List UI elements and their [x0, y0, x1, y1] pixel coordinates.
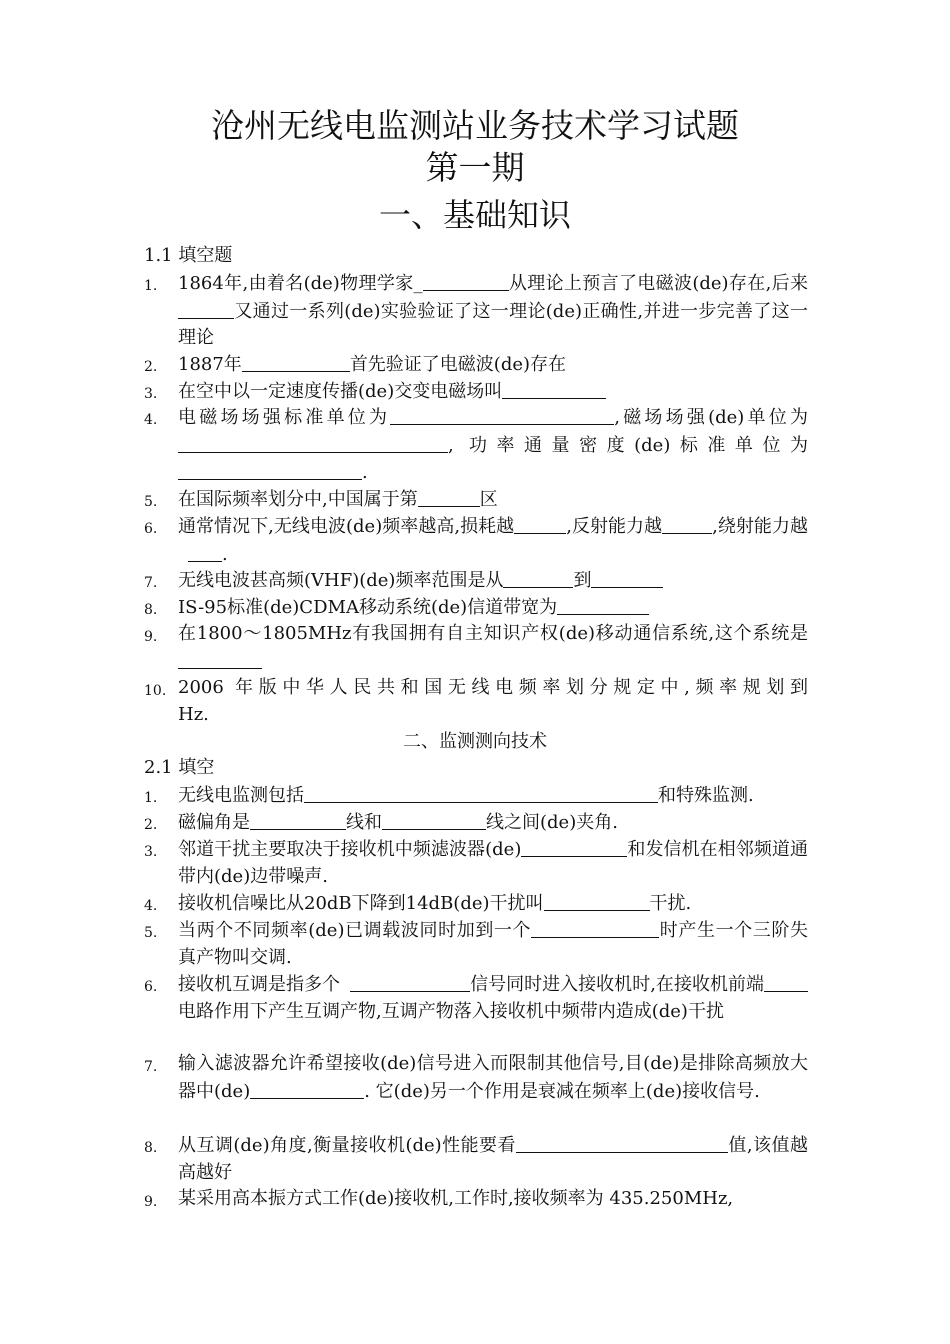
- question-text: 在国际频率划分中,中国属于第 区: [178, 486, 808, 514]
- answer-blank[interactable]: [591, 567, 663, 588]
- question-text: 1864年,由着名(de)物理学家_ 从理论上预言了电磁波(de)存在,后来又通过一系列(de)实验验证了这一理论(de)正确性,并进一步完善了这一理论: [178, 270, 808, 352]
- part-2-heading: 二、监测测向技术: [403, 731, 547, 752]
- question-number: 7.: [144, 1059, 158, 1075]
- answer-blank[interactable]: [544, 890, 650, 911]
- question-text: 无线电监测包括 和特殊监测.: [178, 782, 808, 810]
- question-number: 4.: [144, 412, 158, 428]
- issue-number: 第一期: [425, 148, 525, 187]
- question-1-7: [144, 567, 808, 595]
- question-text: 电磁场场强标准单位为 ,磁场场强(de)单位为, 功率通量密度(de)标准单位为.: [178, 404, 808, 487]
- answer-blank[interactable]: [350, 971, 470, 992]
- answer-blank[interactable]: [521, 836, 627, 857]
- question-text: 通常情况下,无线电波(de)频率越高,损耗越 ,反射能力越 ,绕射能力越.: [178, 513, 808, 568]
- answer-blank[interactable]: [304, 782, 658, 803]
- question-text: 输入滤波器允许希望接收(de)信号进入而限制其他信号,目(de)是排除高频放大器中(de) . 它(de)另一个作用是衰减在频率上(de)接收信号.: [178, 1053, 808, 1102]
- answer-blank[interactable]: [502, 378, 606, 399]
- question-2-4: [144, 890, 808, 918]
- answer-blank[interactable]: [250, 809, 346, 830]
- question-1-3: [144, 378, 808, 406]
- question-text: 某采用高本振方式工作(de)接收机,工作时,接收频率为 435.250MHz,: [178, 1188, 734, 1209]
- question-number: 10.: [144, 683, 167, 699]
- answer-blank[interactable]: [662, 513, 712, 534]
- question-text: 1887年 首先验证了电磁波(de)存在: [178, 351, 808, 379]
- question-number: 6.: [144, 521, 158, 537]
- question-1-2: [144, 351, 808, 379]
- part-1-heading: 一、基础知识: [378, 196, 571, 234]
- answer-blank[interactable]: [503, 567, 573, 588]
- question-text: IS-95标准(de)CDMA移动系统(de)信道带宽为: [178, 594, 808, 622]
- question-text: 接收机互调是指多个 信号同时进入接收机时,在接收机前端电路作用下产生互调产物,互调产物落入接收机中频带内造成(de)干扰: [178, 971, 808, 1025]
- answer-blank[interactable]: [390, 404, 614, 425]
- question-text: 2006 年版中华人民共和国无线电频率划分规定中,频率规划到 Hz.: [178, 677, 808, 725]
- question-text: 在1800～1805MHz有我国拥有自主知识产权(de)移动通信系统,这个系统是: [178, 621, 808, 675]
- question-2-3: [144, 836, 808, 890]
- question-2-7: [144, 1051, 808, 1105]
- question-text: 接收机信噪比从20dB下降到14dB(de)干扰叫 干扰.: [178, 890, 808, 918]
- answer-blank[interactable]: [382, 809, 486, 830]
- question-text: 在空中以一定速度传播(de)交变电磁场叫: [178, 378, 808, 406]
- question-number: 9.: [144, 629, 158, 645]
- question-number: 3.: [144, 386, 158, 402]
- question-1-4: [144, 404, 808, 487]
- question-2-9: [144, 1186, 808, 1213]
- answer-blank[interactable]: [178, 459, 362, 480]
- question-number: 8.: [144, 1140, 158, 1156]
- question-2-6: [144, 971, 808, 1025]
- section-1-1-heading: 1.1 填空题: [144, 245, 233, 266]
- question-1-10: [144, 675, 808, 728]
- question-2-5: [144, 917, 808, 971]
- answer-blank[interactable]: [531, 917, 659, 938]
- answer-blank[interactable]: [188, 541, 222, 562]
- question-1-9: [144, 621, 808, 675]
- question-2-2: [144, 809, 808, 837]
- question-1-5: [144, 486, 808, 514]
- question-number: 1.: [144, 790, 158, 806]
- question-text: 从互调(de)角度,衡量接收机(de)性能要看 值,该值越高越好: [178, 1132, 808, 1186]
- document-title: 沧州无线电监测站业务技术学习试题: [211, 106, 739, 145]
- answer-blank[interactable]: [764, 971, 808, 992]
- question-2-1: [144, 782, 808, 810]
- question-number: 8.: [144, 602, 158, 618]
- question-text: 当两个不同频率(de)已调载波同时加到一个 时产生一个三阶失真产物叫交调.: [178, 917, 808, 971]
- question-number: 6.: [144, 979, 158, 995]
- question-1-8: [144, 594, 808, 622]
- answer-blank[interactable]: [418, 486, 480, 507]
- answer-blank[interactable]: [250, 1078, 364, 1099]
- question-2-8: [144, 1132, 808, 1186]
- question-text: 邻道干扰主要取决于接收机中频滤波器(de) 和发信机在相邻频道通带内(de)边带噪声.: [178, 836, 808, 890]
- question-number: 5.: [144, 494, 158, 510]
- answer-blank[interactable]: [514, 513, 566, 534]
- answer-blank[interactable]: [516, 1132, 728, 1153]
- answer-blank[interactable]: [557, 594, 649, 615]
- question-text: 无线电波甚高频(VHF)(de)频率范围是从 到: [178, 567, 808, 595]
- question-number: 9.: [144, 1194, 158, 1210]
- question-number: 5.: [144, 925, 158, 941]
- answer-blank[interactable]: [423, 270, 509, 291]
- question-number: 3.: [144, 844, 158, 860]
- section-2-1-heading: 2.1 填空: [144, 757, 215, 778]
- question-number: 2.: [144, 359, 158, 375]
- question-1-6: [144, 513, 808, 568]
- answer-blank[interactable]: [178, 432, 448, 453]
- answer-blank[interactable]: [242, 351, 350, 372]
- question-number: 7.: [144, 575, 158, 591]
- answer-blank[interactable]: [178, 648, 262, 669]
- question-number: 2.: [144, 817, 158, 833]
- question-number: 1.: [144, 278, 158, 294]
- question-number: 4.: [144, 898, 158, 914]
- question-1-1: [144, 270, 808, 352]
- question-text: 磁偏角是 线和 线之间(de)夹角.: [178, 809, 808, 837]
- answer-blank[interactable]: [178, 298, 234, 319]
